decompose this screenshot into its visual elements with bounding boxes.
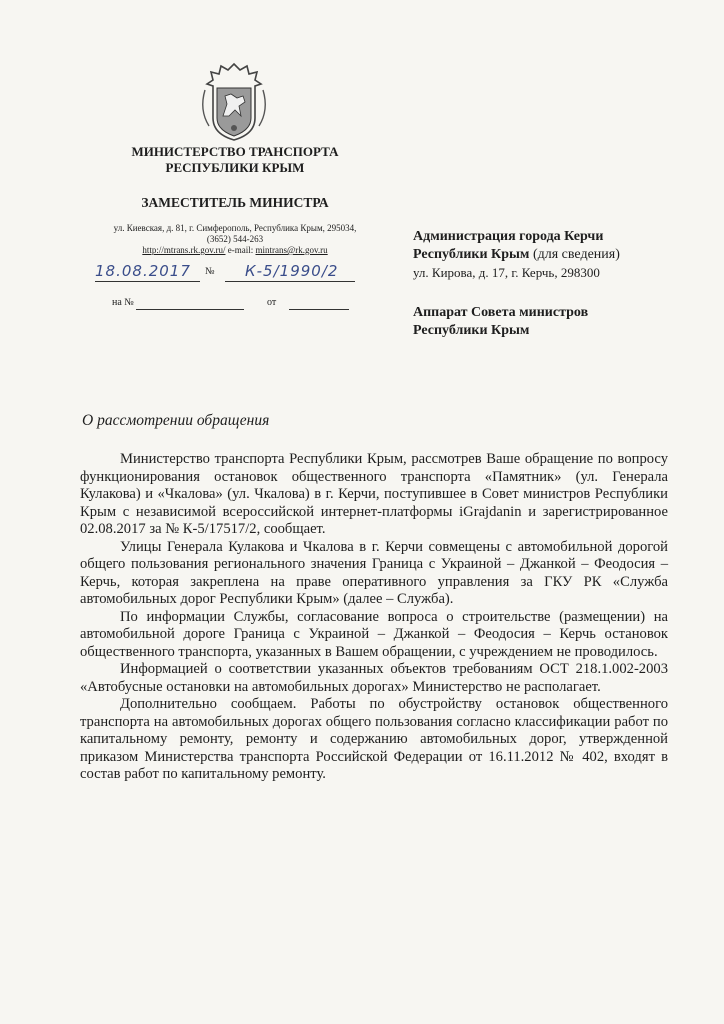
body-paragraph: Информацией о соответствии указанных объектов требованиям ОСТ 218.1.002-2003 «Автобусные остановки на автомобильных дорогах» Министерство не располагает.: [80, 661, 668, 695]
ministry-line-2: РЕСПУБЛИКИ КРЫМ: [165, 160, 305, 175]
recipient-1-region: Республики Крым: [413, 247, 530, 262]
registration-line: [95, 262, 360, 284]
reference-date-label: от: [267, 297, 277, 308]
contact-line: [80, 245, 390, 256]
body-paragraph: По информации Службы, согласование вопроса о строительстве (размещении) на автомобильной дороге Граница с Украиной – Джанкой – Феодосия – Керчь остановок общественного транспорта, указанных в Вашем обращении, с учреждением не проводилось.: [80, 608, 668, 660]
body-paragraph: Министерство транспорта Республики Крым, рассмотрев Ваше обращение по вопросу функционирования остановок общественного транспорта «Памятник» (ул. Генерала Кулакова) и «Чкалова» (ул. Чкалова) в г. Керчи, поступившее в Совет министров Республики Крым с независимой всероссийской интернет-платформы iGrajdanin и зарегистрированное 02.08.2017 за № К-5/17517/2, сообщает.: [80, 451, 668, 537]
website-link[interactable]: http://mtrans.rk.gov.ru/: [142, 245, 226, 255]
email-link[interactable]: mintrans@rk.gov.ru: [255, 245, 328, 255]
date-underline: [95, 281, 200, 282]
number-label: №: [205, 266, 215, 277]
recipient-2-line-1: Аппарат Совета министров: [413, 305, 589, 320]
deputy-minister-title: ЗАМЕСТИТЕЛЬ МИНИСТРА: [141, 195, 329, 210]
address-line-1: ул. Киевская, д. 81, г. Симферополь, Республика Крым, 295034,: [113, 223, 357, 233]
letter-body: [80, 451, 668, 784]
body-paragraph: Улицы Генерала Кулакова и Чкалова в г. Керчи совмещены с автомобильной дорогой общего пользования регионального значения Граница с Украиной – Джанкой – Феодосия – Керчь, которая закреплена на праве оперативного управления за ГКУ РК «Служба автомобильных дорог Республики Крым» (далее – Служба).: [80, 538, 668, 607]
reference-date-blank: [289, 309, 349, 310]
ministry-address: [80, 223, 390, 256]
ministry-name: [90, 144, 380, 176]
address-line-2: (3652) 544-263: [206, 234, 264, 244]
reference-number-blank: [136, 309, 244, 310]
reference-number-label: на №: [112, 297, 134, 308]
recipient-1-note: (для сведения): [529, 247, 620, 262]
body-paragraph: Дополнительно сообщаем. Работы по обустройству остановок общественного транспорта на автомобильных дорогах общего пользования согласно классификации работ по капитальному ремонту, ремонту и содержанию автомобильных дорог, утвержденной приказом Министерства транспорта Российской Федерации от 16.11.2012 № 402, входят в состав работ по капитальному ремонту.: [80, 696, 668, 782]
ministry-line-1: МИНИСТЕРСТВО ТРАНСПОРТА: [131, 144, 339, 159]
reference-line: [112, 297, 372, 313]
letter-subject: О рассмотрении обращения: [82, 412, 270, 429]
recipient-1-line-2: [413, 246, 703, 264]
registration-date: 18.08.2017: [95, 262, 191, 280]
recipient-2-line-2: Республики Крым: [413, 323, 530, 338]
number-underline: [225, 281, 355, 282]
coat-of-arms-emblem: [195, 60, 273, 142]
registration-number: К-5/1990/2: [245, 262, 339, 280]
email-label: e-mail:: [227, 245, 254, 255]
recipient-council-of-ministers: [413, 304, 703, 340]
recipient-kerch-administration: [413, 228, 703, 282]
recipient-1-line-1: Администрация города Керчи: [413, 229, 604, 244]
recipient-1-address: ул. Кирова, д. 17, г. Керчь, 298300: [413, 265, 600, 280]
